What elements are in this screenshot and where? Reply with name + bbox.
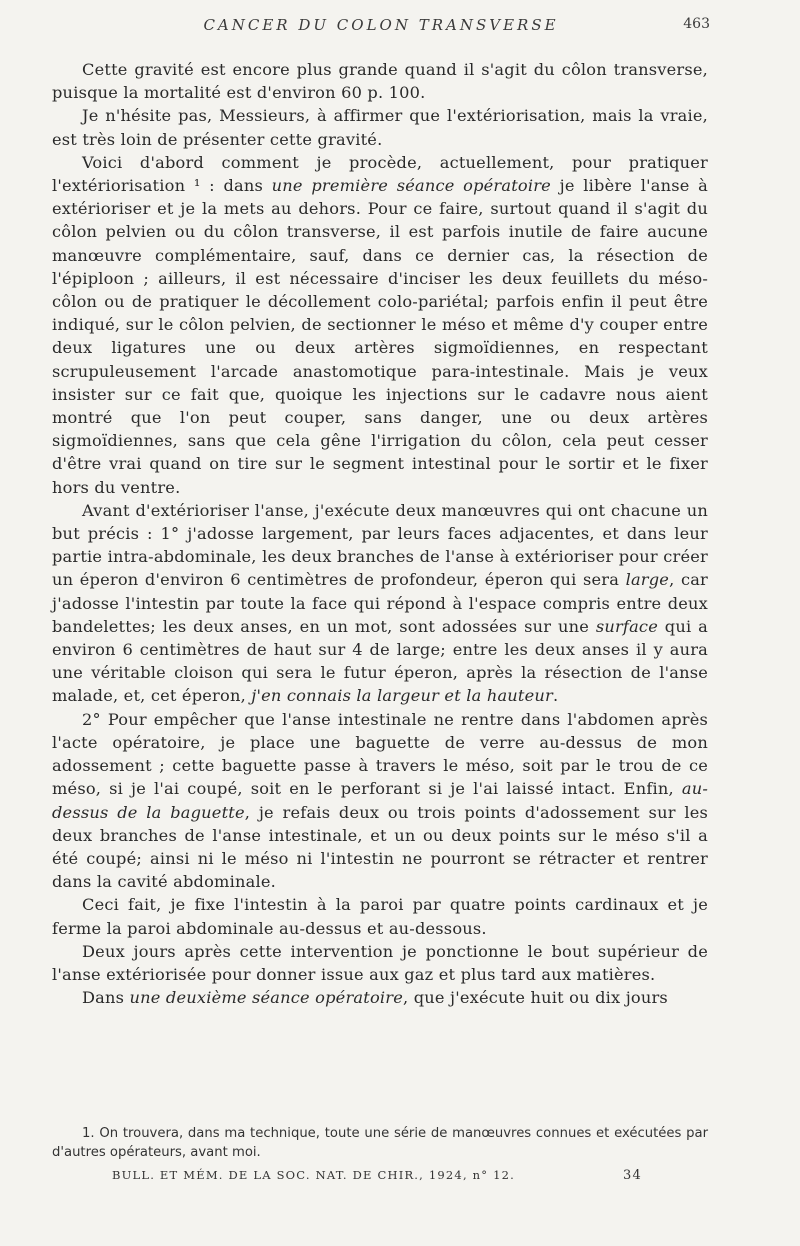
paragraph	[52, 104, 708, 150]
text-run: Je n'hésite pas, Messieurs, à affirmer que l'extériorisation, mais la vraie, est très loin de présenter cette gravité.	[52, 106, 708, 149]
text-run: Avant d'extérioriser l'anse, j'exécute deux manœuvres qui ont chacune un but précis : 1° j'adosse largement, par leurs faces adjacentes, et dans leur partie intra-abdominale, les deux branches de l'anse à extérioriser pour créer un éperon d'environ 6 centimètres de profondeur, éperon qui sera	[52, 500, 708, 590]
text-run: , car j'adosse l'intestin par toute la face qui répond à l'espace compris entre deux bandelettes; les deux anses, en un mot, sont adossées sur une	[52, 570, 708, 636]
italic-text: large	[625, 570, 670, 590]
text-run: , je refais deux ou trois points d'adossement sur les deux branches de l'anse intestinale, et un ou deux points sur le méso s'il a été coupé; ainsi ni le méso ni l'intestin ne pourront se rétracter et rentrer dans la cavité abdominale.	[52, 802, 709, 892]
signature-mark: 34	[623, 1168, 642, 1183]
paragraph	[52, 986, 708, 1009]
italic-text: une première séance opératoire	[271, 176, 551, 196]
paragraph	[52, 893, 708, 939]
running-title: CANCER DU COLON TRANSVERSE	[203, 16, 559, 34]
page-number: 463	[683, 16, 710, 32]
paragraph	[52, 940, 708, 986]
text-run: , que j'exécute huit ou dix jours	[403, 988, 668, 1008]
text-run: Voici d'abord comment je procède, actuellement, pour pratiquer l'extériorisation ¹ : dans	[52, 152, 708, 196]
italic-text: au-dessus de la baguette	[52, 779, 708, 822]
page-footer	[112, 1168, 642, 1182]
italic-text: j'en connais la largeur et la hauteur	[251, 686, 553, 706]
text-run: Cette gravité est encore plus grande quand il s'agit du côlon transverse, puisque la mortalité est d'environ 60 p. 100.	[52, 60, 708, 103]
text-run: .	[552, 686, 559, 706]
footnote: 1. On trouvera, dans ma technique, toute une série de manœuvres connues et exécutées par d'autres opérateurs, avant moi.	[52, 1126, 708, 1160]
text-run: je libère l'anse à extérioriser et je la mets au dehors. Pour ce faire, surtout quand il s'agit du côlon pelvien ou du côlon transverse, il est parfois inutile de faire aucune manœuvre complémentaire, sauf, dans ce dernier cas, la résection de l'épiploon ; ailleurs, il est nécessaire d'inciser les deux feuillets du méso-côlon ou de pratiquer le décollement colo-pariétal; parfois enfin il peut être indiqué, sur le côlon pelvien, de sectionner le méso et même d'y couper entre deux ligatures une ou deux artères sigmoïdiennes, en respectant scrupuleusement l'arcade anastomotique para-intestinale. Mais je veux insister sur ce fait que, quoique les injections sur le cadavre nous aient montré que l'on peut couper, sans danger, une ou deux artères sigmoïdiennes, sans que cela gêne l'irrigation du côlon, cela peut cesser d'être vrai quand on tire sur le segment intestinal pour le sortir et le fixer hors du ventre.	[52, 176, 708, 497]
page-header	[52, 16, 710, 42]
paragraph	[52, 58, 708, 104]
paragraph	[52, 708, 708, 894]
text-run: Deux jours après cette intervention je ponctionne le bout supérieur de l'anse extériorisée pour donner issue aux gaz et plus tard aux matières.	[52, 941, 708, 984]
italic-text: surface	[595, 616, 658, 636]
text-run: 2° Pour empêcher que l'anse intestinale ne rentre dans l'abdomen après l'acte opératoire, je place une baguette de verre au-dessus de mon adossement ; cette baguette passe à travers le méso, soit par le trou de ce méso, si je l'ai coupé, soit en le perforant si je l'ai laissé intact. Enfin,	[52, 709, 708, 799]
journal-citation: BULL. ET MÉM. DE LA SOC. NAT. DE CHIR., 1924, n° 12.	[112, 1168, 515, 1182]
text-run: Dans	[82, 988, 130, 1008]
text-run: qui a environ 6 centimètres de haut sur 4 de large; entre les deux anses il y aura une véritable cloison qui sera le futur éperon, après la résection de l'anse malade, et, cet éperon,	[52, 616, 709, 706]
paragraph	[52, 499, 708, 708]
text-run: Ceci fait, je fixe l'intestin à la paroi par quatre points cardinaux et je ferme la paroi abdominale au-dessus et au-dessous.	[52, 895, 708, 938]
body-text	[52, 58, 708, 1009]
paragraph	[52, 151, 708, 499]
italic-text: une deuxième séance opératoire	[129, 988, 403, 1008]
